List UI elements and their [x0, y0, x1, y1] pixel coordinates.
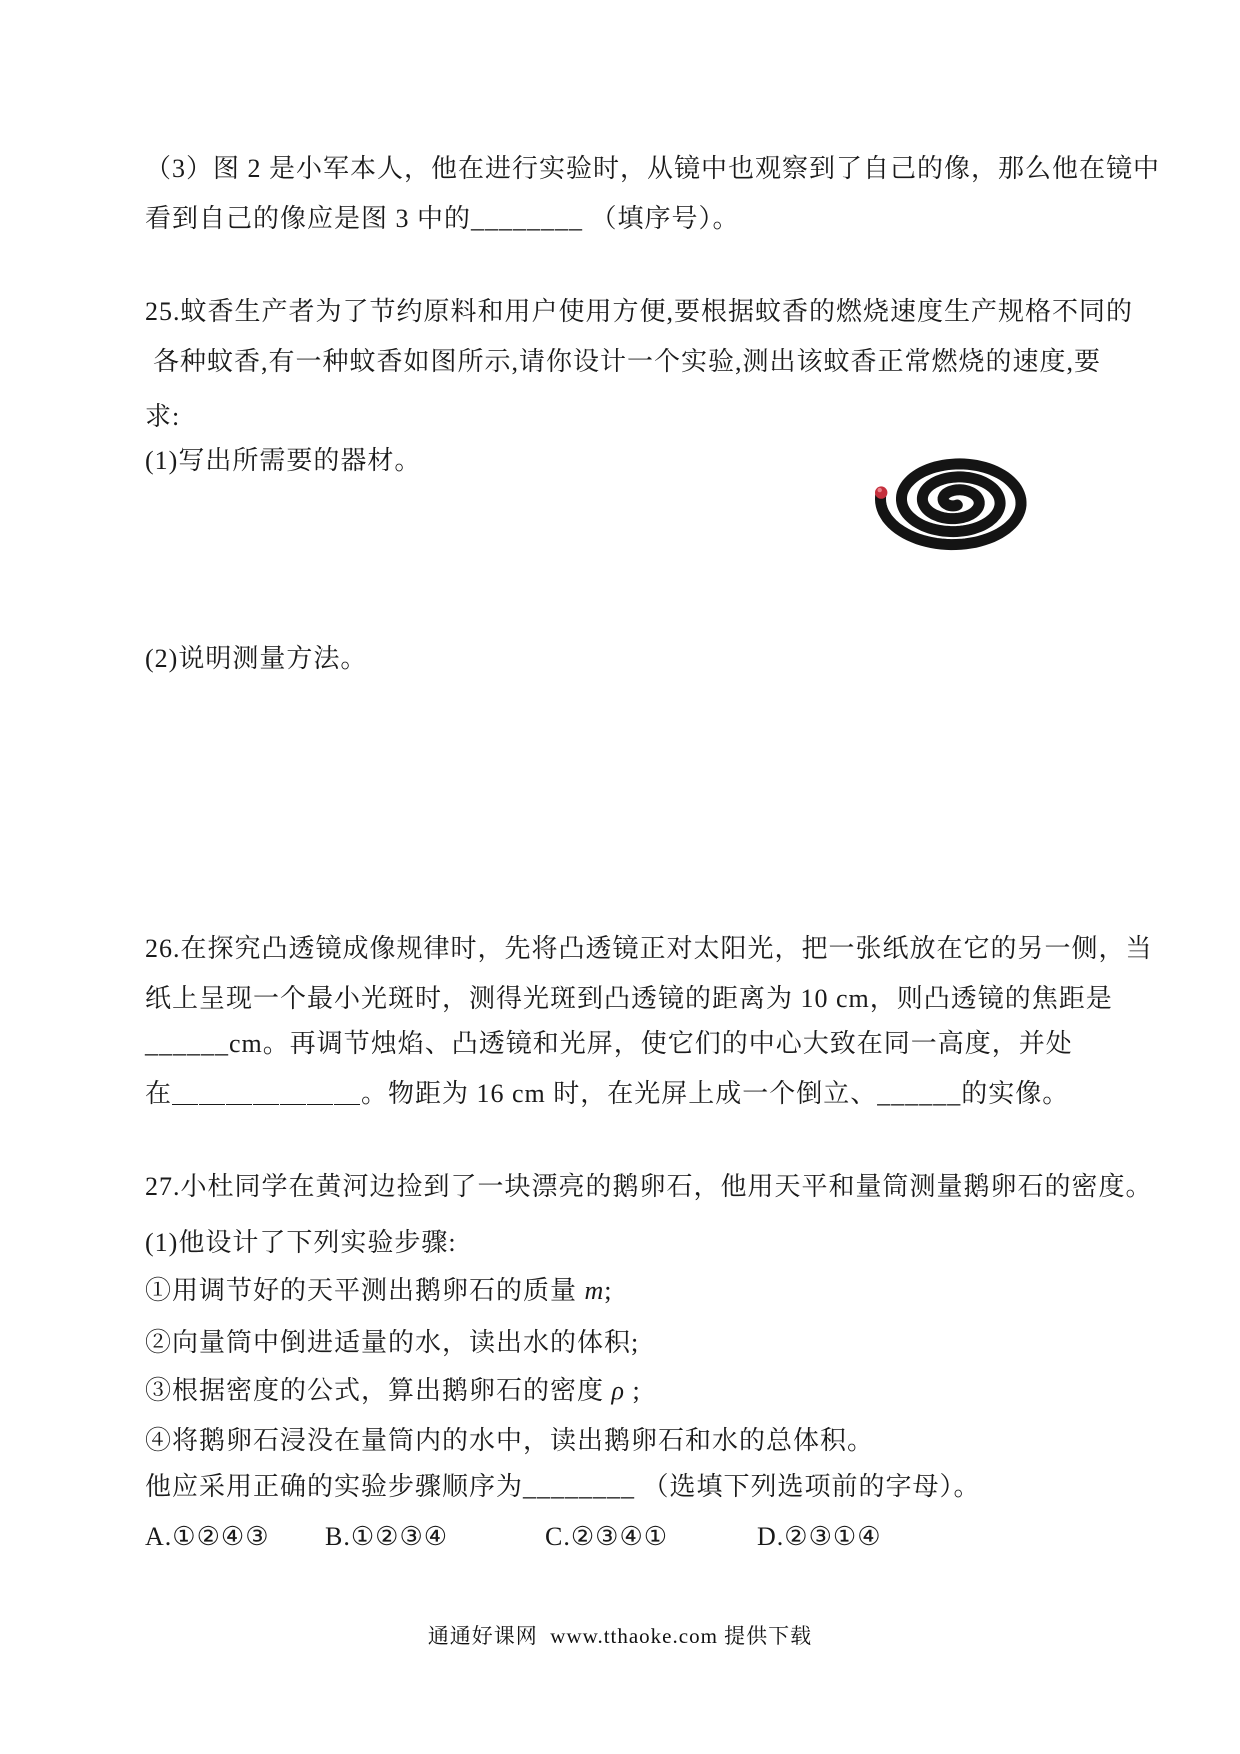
q26-line-2: 纸上呈现一个最小光斑时，测得光斑到凸透镜的距离为 10 cm，则凸透镜的焦距是 — [145, 984, 1113, 1013]
coil-lit-tip — [875, 486, 887, 498]
q27-step-3-symbol: ρ — [611, 1376, 625, 1405]
q27-step-3-text: ③根据密度的公式，算出鹅卵石的密度 — [145, 1376, 612, 1405]
q26-line-4: 在＿＿＿＿＿＿＿。物距为 16 cm 时，在光屏上成一个倒立、______的实像。 — [145, 1079, 1070, 1108]
q27-step-1-text: ①用调节好的天平测出鹅卵石的质量 — [145, 1276, 585, 1305]
q27-step-3-end: ; — [625, 1376, 641, 1405]
q26-line-3: ______cm。再调节烛焰、凸透镜和光屏，使它们的中心大致在同一高度，并处 — [145, 1029, 1073, 1058]
q27-answer-line: 他应采用正确的实验步骤顺序为________ （选填下列选项前的字母）。 — [145, 1472, 981, 1501]
q27-step-2 — [145, 1326, 639, 1360]
mosquito-coil-image — [868, 446, 1040, 560]
q25-line-3: 求: — [145, 402, 181, 431]
coil-spiral — [881, 464, 1022, 545]
q27-options-row — [145, 1520, 1095, 1556]
q27-option-a: A.①②④③ — [145, 1522, 270, 1551]
footer-watermark: 通通好课网 www.tthaoke.com 提供下载 — [427, 1624, 813, 1648]
q25-line-1: 25.蚊香生产者为了节约原料和用户使用方便,要根据蚊香的燃烧速度生产规格不同的 — [145, 297, 1134, 326]
q27-option-b: B.①②③④ — [325, 1522, 449, 1551]
q27-step-2-text: ②向量筒中倒进适量的水，读出水的体积; — [145, 1328, 640, 1357]
q25-subquestion-1: (1)写出所需要的器材。 — [145, 446, 422, 475]
q27-step-1 — [145, 1274, 613, 1308]
q27-step-1-symbol: m — [584, 1276, 605, 1305]
q24-part3-line-2: 看到自己的像应是图 3 中的________ （填序号）。 — [145, 204, 740, 233]
q27-option-c: C.②③④① — [545, 1522, 669, 1551]
q27-intro: 27.小杜同学在黄河边捡到了一块漂亮的鹅卵石，他用天平和量筒测量鹅卵石的密度。 — [145, 1172, 1153, 1201]
q27-step-4-text: ④将鹅卵石浸没在量筒内的水中，读出鹅卵石和水的总体积。 — [145, 1426, 875, 1455]
coil-tip-highlight — [878, 488, 882, 492]
q25-subquestion-2: (2)说明测量方法。 — [145, 644, 368, 673]
q27-step-4 — [145, 1424, 874, 1458]
q27-subquestion-1: (1)他设计了下列实验步骤: — [145, 1228, 457, 1257]
q27-option-d: D.②③①④ — [757, 1522, 882, 1551]
q24-part3-line-1: （3）图 2 是小军本人，他在进行实验时，从镜中也观察到了自己的像，那么他在镜中 — [145, 154, 1161, 183]
q26-line-1: 26.在探究凸透镜成像规律时，先将凸透镜正对太阳光，把一张纸放在它的另一侧，当 — [145, 934, 1153, 963]
q27-step-1-end: ; — [604, 1276, 613, 1305]
q25-line-2: 各种蚊香,有一种蚊香如图所示,请你设计一个实验,测出该蚊香正常燃烧的速度,要 — [153, 347, 1102, 376]
q27-step-3 — [145, 1374, 641, 1408]
